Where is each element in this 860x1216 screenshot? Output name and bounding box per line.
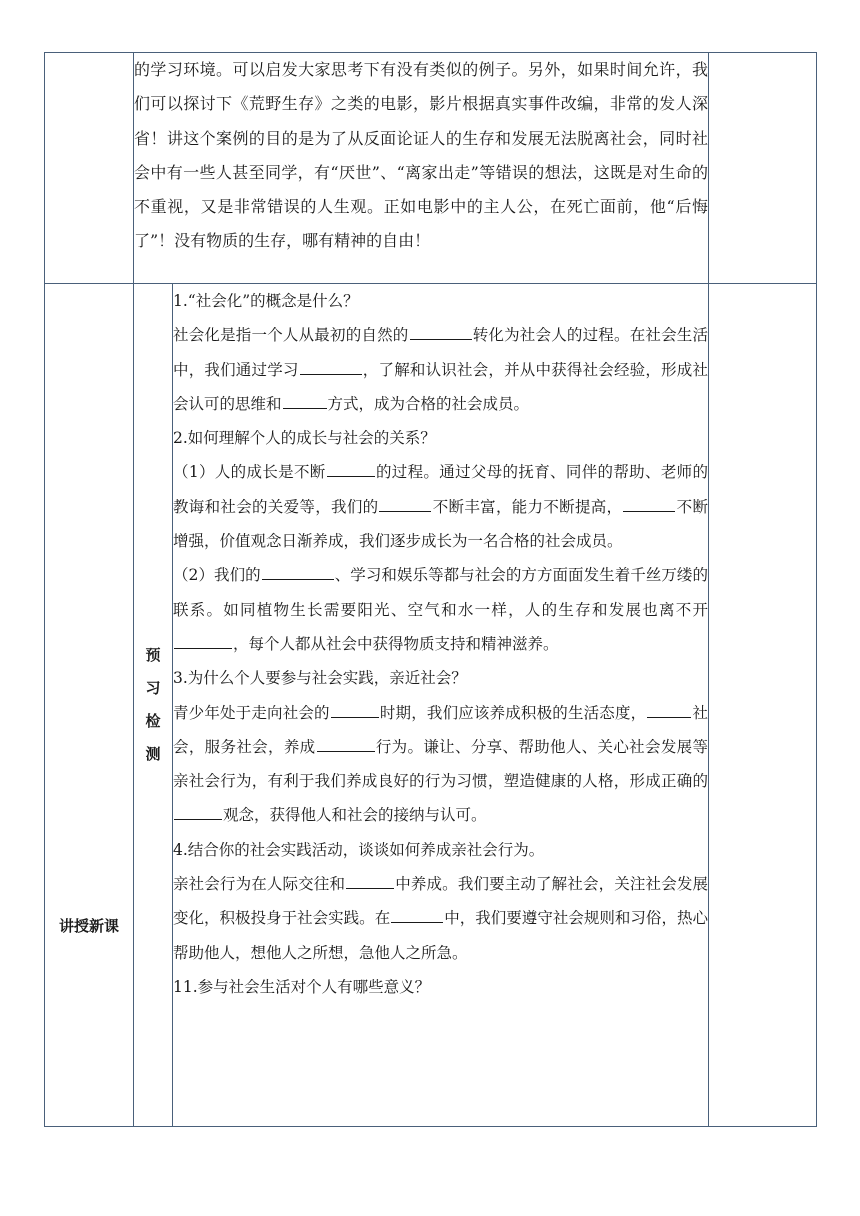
fill-blank[interactable] <box>410 323 472 340</box>
fill-blank[interactable] <box>623 495 675 512</box>
question-4-title: 4.结合你的社会实践活动，谈谈如何养成亲社会行为。 <box>173 840 545 859</box>
fill-blank[interactable] <box>327 460 375 477</box>
question-3-title: 3.为什么个人要参与社会实践，亲近社会？ <box>173 669 467 688</box>
fill-blank[interactable] <box>300 357 362 374</box>
fill-blank[interactable] <box>331 700 379 717</box>
q1-text-4: 方式，成为合格的社会成员。 <box>327 394 530 413</box>
question-1-title: 1.“社会化”的概念是什么？ <box>173 292 359 310</box>
q2-text-2: 的过程。通过父母的抚育、同伴的帮助、老师的教诲和社会的关爱等，我们的 <box>173 463 708 516</box>
question-3-answer <box>173 696 708 833</box>
intro-right-empty-cell <box>709 53 817 284</box>
q1-text-2: 转化为社会人的过程。在社会生活中，我们通过学习 <box>173 326 708 379</box>
sub-label-char-3: 检 <box>145 712 161 730</box>
fill-blank[interactable] <box>317 735 375 752</box>
intro-left-empty-cell <box>45 53 134 284</box>
q2-text-4: 不断增强，价值观念日渐养成，我们逐步成长为一名合格的社会成员。 <box>173 497 708 551</box>
q4-text-3: 中，我们要遵守社会规则和习俗，热心帮助他人，想他人之所想，急他人之所急。 <box>173 909 708 962</box>
q2-text-6: 、学习和娱乐等都与社会的方方面面发生着千丝万缕的联系。如同植物生长需要阳光、空气和水一样，人的生存和发展也离不开 <box>173 566 708 619</box>
q2-text-3: 不断丰富，能力不断提高， <box>432 497 623 516</box>
q3-text-3: 社会，服务社会，养成 <box>173 703 708 756</box>
q3-text-2: 时期，我们应该养成积极的生活态度， <box>379 703 647 722</box>
sub-label-cell <box>134 284 173 1127</box>
intro-paragraph: 的学习环境。可以启发大家思考下有没有类似的例子。另外，如果时间允许，我们可以探讨下《荒野生存》之类的电影，影片根据真实事件改编，非常的发人深省！讲这个案例的目的是为了从反面论证人的生存和发展无法脱离社会，同时社会中有一些人甚至同学，有“厌世”、“离家出走”等错误的想法，这既是对生命的不重视，又是非常错误的人生观。正如电影中的主人公，在死亡面前，他“后悔了”！没有物质的生存，哪有精神的自由！ <box>134 60 708 251</box>
q3-text-5: 观念，获得他人和社会的接纳与认可。 <box>223 806 487 825</box>
question-2-title: 2.如何理解个人的成长与社会的关系？ <box>173 429 436 448</box>
question-2-part-1 <box>173 455 708 558</box>
sub-label-char-2: 习 <box>145 679 161 697</box>
lesson-plan-table <box>44 52 817 1127</box>
fill-blank[interactable] <box>262 563 334 580</box>
fill-blank[interactable] <box>174 632 232 649</box>
preview-check-cell <box>173 284 709 1127</box>
notes-empty-cell <box>709 284 817 1127</box>
q3-text-4: 行为。谦让、分享、帮助他人、关心社会发展等亲社会行为，有利于我们养成良好的行为习惯，塑造健康的人格，形成正确的 <box>173 737 708 791</box>
fill-blank[interactable] <box>379 495 431 512</box>
fill-blank[interactable] <box>647 700 691 717</box>
q3-text-1: 青少年处于走向社会的 <box>173 703 330 722</box>
fill-blank[interactable] <box>346 872 394 889</box>
fill-blank[interactable] <box>283 392 327 409</box>
q1-text-1: 社会化是指一个人从最初的自然的 <box>173 326 409 345</box>
fill-blank[interactable] <box>391 906 443 923</box>
q2-text-5: （2）我们的 <box>173 566 261 585</box>
intro-row <box>45 53 817 284</box>
question-4-answer <box>173 867 708 970</box>
q2-text-7: ，每个人都从社会中获得物质支持和精神滋养。 <box>233 634 559 653</box>
section-label-cell <box>45 284 134 1127</box>
fill-blank[interactable] <box>174 803 222 820</box>
sub-label-char-1: 预 <box>145 646 161 664</box>
content-row <box>45 284 817 1127</box>
question-11-title: 11.参与社会生活对个人有哪些意义？ <box>173 977 431 996</box>
q4-text-1: 亲社会行为在人际交往和 <box>173 875 346 894</box>
question-2-part-2 <box>173 558 708 661</box>
section-label: 讲授新课 <box>58 916 119 935</box>
q1-text-3: ，了解和认识社会，并从中获得社会经验，形成社会认可的思维和 <box>173 360 708 413</box>
sub-label-char-4: 测 <box>145 745 161 763</box>
question-1-answer <box>173 318 708 421</box>
q4-text-2: 中养成。我们要主动了解社会，关注社会发展变化，积极投身于社会实践。在 <box>173 875 708 928</box>
q2-text-1: （1）人的成长是不断 <box>173 463 326 482</box>
intro-text-cell <box>134 53 709 284</box>
